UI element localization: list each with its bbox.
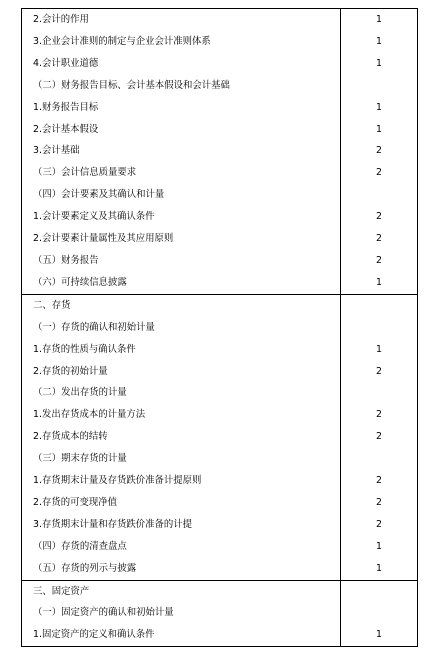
hours-cell: 2 — [341, 162, 418, 184]
table-row — [22, 382, 418, 404]
hours-cell: 1 — [341, 9, 418, 31]
item-cell: （一）存货的确认和初始计量 — [22, 317, 341, 339]
hours-cell: 1 — [341, 558, 418, 580]
item-cell: 3.存货期末计量和存货跌价准备的计提 — [22, 514, 341, 536]
hours-cell — [341, 75, 418, 97]
hours-cell: 2 — [341, 206, 418, 228]
table-row — [22, 624, 418, 646]
table-row — [22, 426, 418, 448]
hours-cell: 2 — [341, 470, 418, 492]
section-header-row — [22, 294, 418, 316]
hours-cell: 2 — [341, 404, 418, 426]
table-row — [22, 536, 418, 558]
table-row — [22, 97, 418, 119]
item-cell: （三）会计信息质量要求 — [22, 162, 341, 184]
item-cell: 2.存货的初始计量 — [22, 361, 341, 383]
table-row — [22, 250, 418, 272]
hours-cell: 2 — [341, 426, 418, 448]
table-row — [22, 514, 418, 536]
hours-cell — [341, 382, 418, 404]
table-row — [22, 184, 418, 206]
table-row — [22, 558, 418, 580]
item-cell: （一）固定资产的确认和初始计量 — [22, 602, 341, 624]
item-cell: 1.财务报告目标 — [22, 97, 341, 119]
table-row — [22, 31, 418, 53]
table-row — [22, 339, 418, 361]
syllabus-table-body — [22, 9, 418, 647]
item-cell: （二）发出存货的计量 — [22, 382, 341, 404]
table-row — [22, 75, 418, 97]
hours-cell: 2 — [341, 250, 418, 272]
hours-cell — [341, 448, 418, 470]
hours-cell: 2 — [341, 492, 418, 514]
table-row — [22, 404, 418, 426]
table-row — [22, 602, 418, 624]
hours-cell: 2 — [341, 361, 418, 383]
hours-cell: 1 — [341, 53, 418, 75]
table-row — [22, 140, 418, 162]
item-cell: 4.会计职业道德 — [22, 53, 341, 75]
item-cell: 1.发出存货成本的计量方法 — [22, 404, 341, 426]
item-cell: 1.存货期末计量及存货跌价准备计提原则 — [22, 470, 341, 492]
item-cell: 3.企业会计准则的制定与企业会计准则体系 — [22, 31, 341, 53]
syllabus-table — [21, 8, 418, 647]
hours-cell: 1 — [341, 536, 418, 558]
item-cell: 2.会计的作用 — [22, 9, 341, 31]
hours-cell: 1 — [341, 31, 418, 53]
table-row — [22, 162, 418, 184]
hours-cell: 2 — [341, 514, 418, 536]
item-cell: 二、存货 — [22, 294, 341, 316]
table-row — [22, 9, 418, 31]
hours-cell: 1 — [341, 624, 418, 646]
item-cell: 1.存货的性质与确认条件 — [22, 339, 341, 361]
item-cell: （六）可持续信息披露 — [22, 272, 341, 294]
item-cell: （四）存货的清查盘点 — [22, 536, 341, 558]
hours-cell: 1 — [341, 97, 418, 119]
hours-cell — [341, 294, 418, 316]
hours-cell — [341, 580, 418, 602]
table-row — [22, 228, 418, 250]
item-cell: 2.存货成本的结转 — [22, 426, 341, 448]
item-cell: 1.会计要素定义及其确认条件 — [22, 206, 341, 228]
hours-cell: 1 — [341, 119, 418, 141]
section-header-row — [22, 580, 418, 602]
item-cell: 2.会计基本假设 — [22, 119, 341, 141]
hours-cell: 2 — [341, 140, 418, 162]
hours-cell — [341, 317, 418, 339]
item-cell: 3.会计基础 — [22, 140, 341, 162]
table-row — [22, 317, 418, 339]
hours-cell — [341, 602, 418, 624]
item-cell: （五）存货的列示与披露 — [22, 558, 341, 580]
item-cell: 三、固定资产 — [22, 580, 341, 602]
hours-cell: 1 — [341, 272, 418, 294]
item-cell: 2.会计要素计量属性及其应用原则 — [22, 228, 341, 250]
table-row — [22, 448, 418, 470]
item-cell: 2.存货的可变现净值 — [22, 492, 341, 514]
hours-cell: 2 — [341, 228, 418, 250]
item-cell: （五）财务报告 — [22, 250, 341, 272]
item-cell: （四）会计要素及其确认和计量 — [22, 184, 341, 206]
table-row — [22, 470, 418, 492]
table-row — [22, 206, 418, 228]
table-row — [22, 119, 418, 141]
item-cell: （三）期末存货的计量 — [22, 448, 341, 470]
table-row — [22, 361, 418, 383]
hours-cell: 1 — [341, 339, 418, 361]
table-row — [22, 53, 418, 75]
hours-cell — [341, 184, 418, 206]
item-cell: （二）财务报告目标、会计基本假设和会计基础 — [22, 75, 341, 97]
table-row — [22, 272, 418, 294]
item-cell: 1.固定资产的定义和确认条件 — [22, 624, 341, 646]
table-row — [22, 492, 418, 514]
